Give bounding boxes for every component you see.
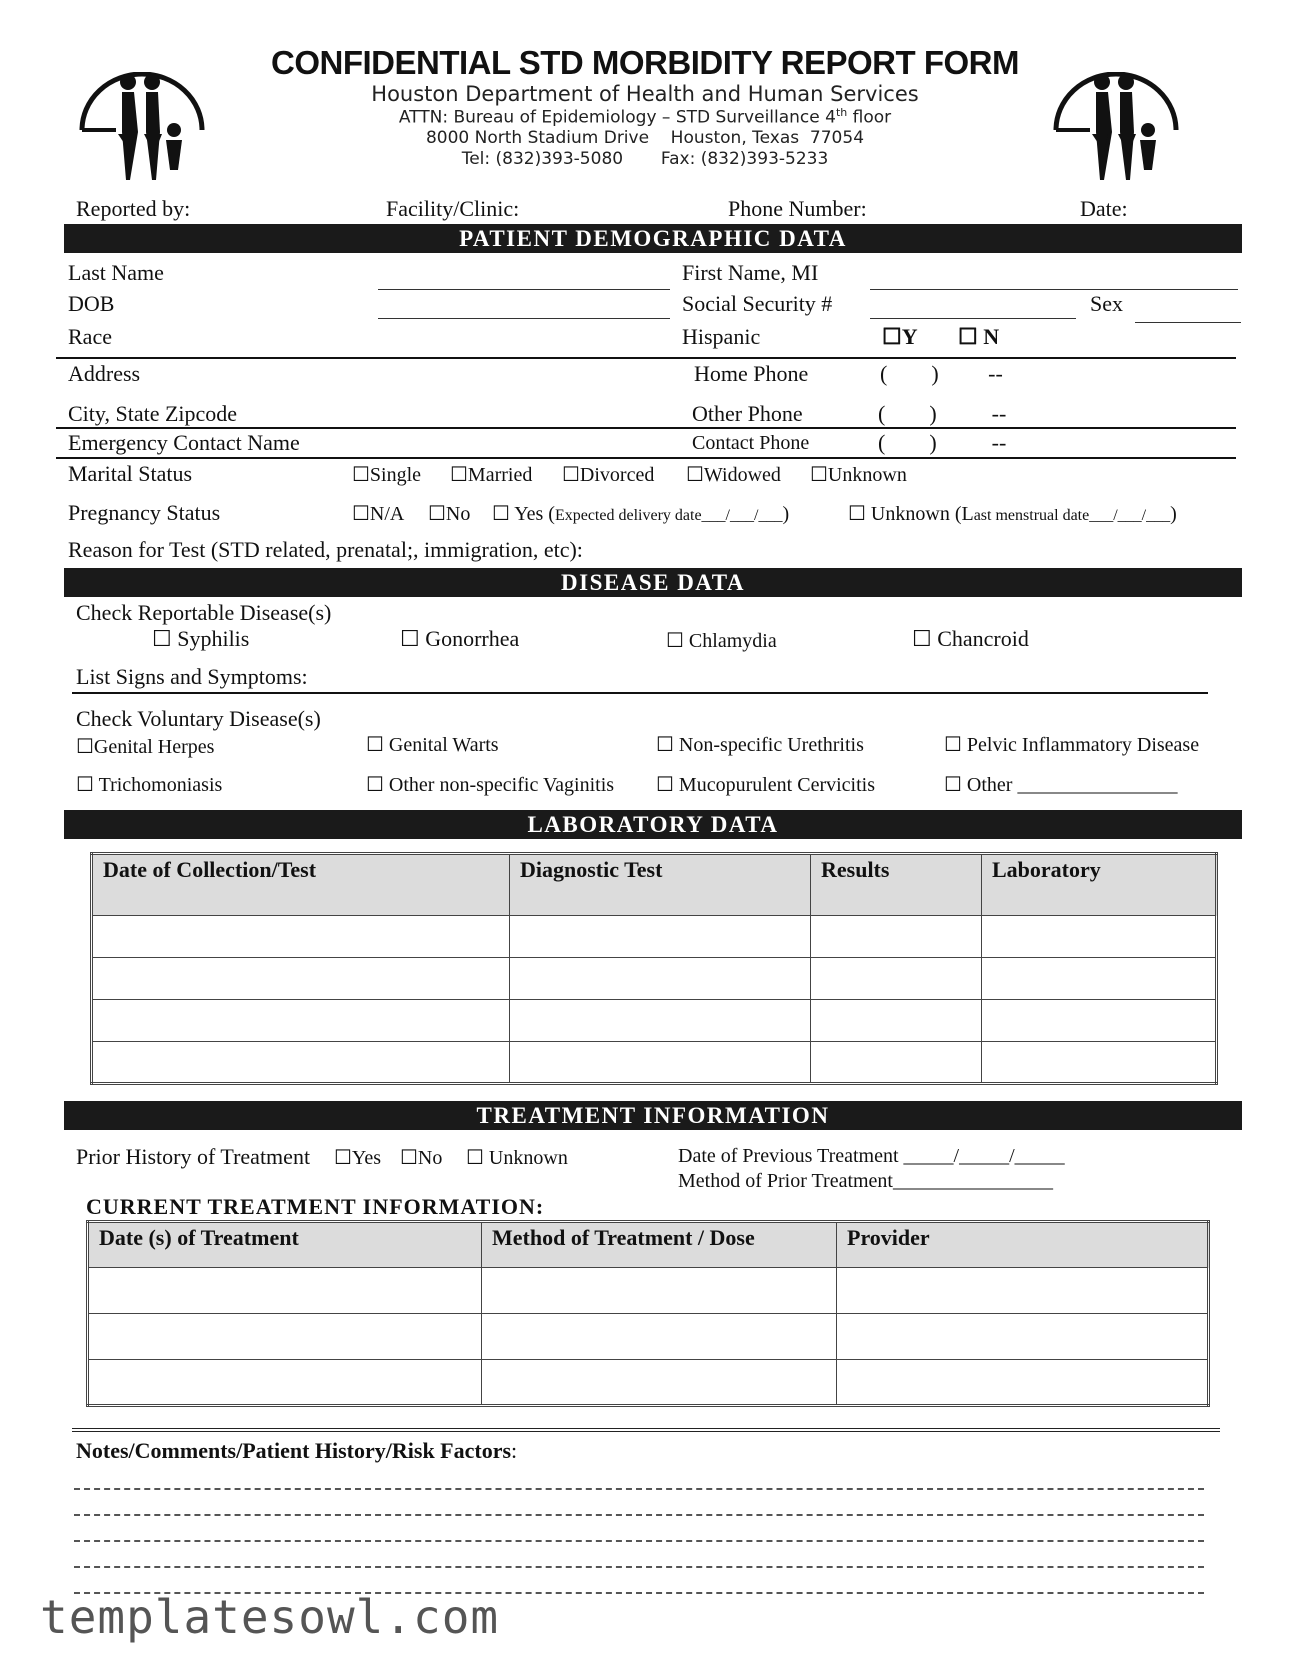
- table-cell[interactable]: [811, 916, 982, 958]
- marital-widowed-checkbox[interactable]: ☐Widowed: [686, 464, 781, 486]
- pregnancy-status-label: Pregnancy Status: [68, 500, 221, 525]
- table-cell[interactable]: [811, 1042, 982, 1084]
- department-logo-right: [1052, 72, 1182, 184]
- notes-line[interactable]: [74, 1488, 1204, 1490]
- column-header: Diagnostic Test: [510, 854, 811, 916]
- table-cell[interactable]: [92, 958, 510, 1000]
- facility-label: Facility/Clinic:: [386, 196, 520, 221]
- attn-line: ATTN: Bureau of Epidemiology – STD Surveillance 4th floor: [398, 106, 892, 128]
- pregnancy-unknown-checkbox[interactable]: ☐ Unknown (Last menstrual date___/___/___): [848, 503, 1177, 525]
- last-name-field[interactable]: [378, 289, 670, 290]
- table-cell[interactable]: [88, 1360, 482, 1406]
- first-name-field[interactable]: [870, 289, 1238, 290]
- prior-treatment-method-field[interactable]: Method of Prior Treatment________________: [678, 1170, 1053, 1192]
- hispanic-yes-checkbox[interactable]: ☐Y: [882, 324, 918, 349]
- contact-numbers: Tel: (832)393-5080 Fax: (832)393-5233: [461, 149, 829, 169]
- watermark: templatesowl.com: [40, 1590, 500, 1644]
- notes-line[interactable]: [74, 1540, 1204, 1542]
- section-header-demographic: PATIENT DEMOGRAPHIC DATA: [64, 224, 1242, 253]
- sex-label: Sex: [1090, 291, 1123, 316]
- marital-status-label: Marital Status: [68, 461, 193, 486]
- hispanic-no-checkbox[interactable]: ☐ N: [958, 324, 1000, 349]
- table-cell[interactable]: [482, 1360, 837, 1406]
- table-cell[interactable]: [510, 1000, 811, 1042]
- table-cell[interactable]: [92, 1042, 510, 1084]
- marital-divorced-checkbox[interactable]: ☐Divorced: [562, 464, 655, 486]
- reportable-disease-label: Check Reportable Disease(s): [76, 600, 332, 625]
- table-row: [88, 1360, 1209, 1406]
- home-phone-label: Home Phone: [694, 361, 809, 386]
- home-phone-field[interactable]: ( ) --: [880, 361, 1003, 386]
- marital-unknown-checkbox[interactable]: ☐Unknown: [810, 464, 907, 486]
- dob-field[interactable]: [378, 318, 670, 319]
- table-cell[interactable]: [811, 958, 982, 1000]
- emergency-contact-label: Emergency Contact Name: [68, 430, 300, 455]
- table-cell[interactable]: [482, 1314, 837, 1360]
- previous-treatment-date-field[interactable]: Date of Previous Treatment _____/_____/_____: [678, 1145, 1065, 1167]
- pregnancy-yes-checkbox[interactable]: ☐ Yes (Expected delivery date___/___/___): [492, 503, 790, 525]
- genital-warts-checkbox[interactable]: ☐ Genital Warts: [366, 734, 499, 756]
- other-phone-label: Other Phone: [692, 401, 803, 426]
- prior-treatment-no-checkbox[interactable]: ☐No: [400, 1147, 443, 1169]
- section-header-laboratory: LABORATORY DATA: [64, 810, 1242, 839]
- table-cell[interactable]: [510, 916, 811, 958]
- table-cell[interactable]: [837, 1360, 1209, 1406]
- trichomoniasis-checkbox[interactable]: ☐ Trichomoniasis: [76, 774, 223, 796]
- treatment-table: [86, 1220, 1210, 1407]
- column-header: Provider: [837, 1222, 1209, 1268]
- address-label: Address: [68, 361, 141, 386]
- table-cell[interactable]: [837, 1268, 1209, 1314]
- prior-treatment-label: Prior History of Treatment: [76, 1144, 311, 1169]
- laboratory-table: [90, 852, 1218, 1085]
- department-logo-left: [78, 72, 208, 184]
- table-row: [92, 916, 1217, 958]
- hispanic-label: Hispanic: [682, 324, 761, 349]
- notes-divider: [72, 1428, 1220, 1432]
- notes-label: Notes/Comments/Patient History/Risk Factors:: [76, 1438, 518, 1463]
- contact-phone-field[interactable]: ( ) --: [878, 430, 1007, 455]
- table-cell[interactable]: [510, 1042, 811, 1084]
- table-row: [88, 1268, 1209, 1314]
- marital-single-checkbox[interactable]: ☐Single: [352, 464, 422, 486]
- prior-treatment-yes-checkbox[interactable]: ☐Yes: [334, 1147, 382, 1169]
- ssn-label: Social Security #: [682, 291, 833, 316]
- marital-married-checkbox[interactable]: ☐Married: [450, 464, 533, 486]
- street-address: 8000 North Stadium Drive Houston, Texas 77054: [425, 128, 865, 148]
- race-label: Race: [68, 324, 112, 349]
- cervicitis-checkbox[interactable]: ☐ Mucopurulent Cervicitis: [656, 774, 876, 796]
- reported-by-label: Reported by:: [76, 196, 191, 221]
- notes-line[interactable]: [74, 1514, 1204, 1516]
- table-cell[interactable]: [982, 1000, 1217, 1042]
- gonorrhea-checkbox[interactable]: ☐ Gonorrhea: [400, 626, 520, 651]
- table-cell[interactable]: [510, 958, 811, 1000]
- signs-symptoms-field[interactable]: [72, 692, 1208, 694]
- notes-line[interactable]: [74, 1566, 1204, 1568]
- table-cell[interactable]: [982, 916, 1217, 958]
- divider: [56, 427, 1236, 429]
- first-name-label: First Name, MI: [682, 260, 819, 285]
- syphilis-checkbox[interactable]: ☐ Syphilis: [152, 626, 250, 651]
- voluntary-disease-label: Check Voluntary Disease(s): [76, 706, 321, 731]
- table-row: [88, 1314, 1209, 1360]
- other-disease-checkbox[interactable]: ☐ Other ________________: [944, 774, 1178, 796]
- table-row: [92, 1042, 1217, 1084]
- column-header: Date of Collection/Test: [92, 854, 510, 916]
- column-header: Date (s) of Treatment: [88, 1222, 482, 1268]
- prior-treatment-unknown-checkbox[interactable]: ☐ Unknown: [466, 1147, 568, 1169]
- table-cell[interactable]: [92, 1000, 510, 1042]
- other-phone-field[interactable]: ( ) --: [878, 401, 1007, 426]
- column-header: Laboratory: [982, 854, 1217, 916]
- table-cell[interactable]: [982, 958, 1217, 1000]
- table-row: [92, 1000, 1217, 1042]
- table-cell[interactable]: [482, 1268, 837, 1314]
- date-label: Date:: [1080, 196, 1128, 221]
- ssn-field[interactable]: [870, 318, 1076, 319]
- table-header-row: [92, 854, 1217, 916]
- dob-label: DOB: [68, 291, 115, 316]
- sex-field[interactable]: [1135, 322, 1241, 323]
- section-header-disease: DISEASE DATA: [64, 568, 1242, 597]
- pregnancy-no-checkbox[interactable]: ☐No: [428, 503, 471, 525]
- column-header: Method of Treatment / Dose: [482, 1222, 837, 1268]
- chancroid-checkbox[interactable]: ☐ Chancroid: [912, 626, 1029, 651]
- table-header-row: [88, 1222, 1209, 1268]
- reason-for-test-label: Reason for Test (STD related, prenatal;, immigration, etc):: [68, 537, 583, 562]
- department-name: Houston Department of Health and Human Services: [371, 82, 919, 106]
- table-cell[interactable]: [811, 1000, 982, 1042]
- pregnancy-na-checkbox[interactable]: ☐N/A: [352, 503, 405, 525]
- divider: [56, 457, 1236, 459]
- table-row: [92, 958, 1217, 1000]
- section-header-treatment: TREATMENT INFORMATION: [64, 1101, 1242, 1130]
- genital-herpes-checkbox[interactable]: ☐Genital Herpes: [76, 736, 215, 758]
- form-title: CONFIDENTIAL STD MORBIDITY REPORT FORM: [271, 44, 1019, 81]
- table-cell[interactable]: [88, 1268, 482, 1314]
- vaginitis-checkbox[interactable]: ☐ Other non-specific Vaginitis: [366, 774, 615, 796]
- city-state-zip-label: City, State Zipcode: [68, 401, 238, 426]
- current-treatment-heading: CURRENT TREATMENT INFORMATION:: [86, 1194, 545, 1219]
- signs-symptoms-label: List Signs and Symptoms:: [76, 664, 308, 689]
- last-name-label: Last Name: [68, 260, 164, 285]
- table-cell[interactable]: [982, 1042, 1217, 1084]
- phone-number-label: Phone Number:: [728, 196, 867, 221]
- divider: [56, 357, 1236, 359]
- table-cell[interactable]: [92, 916, 510, 958]
- contact-phone-label: Contact Phone: [692, 432, 810, 454]
- nonspecific-urethritis-checkbox[interactable]: ☐ Non-specific Urethritis: [656, 734, 864, 756]
- chlamydia-checkbox[interactable]: ☐ Chlamydia: [666, 630, 777, 652]
- table-cell[interactable]: [837, 1314, 1209, 1360]
- table-cell[interactable]: [88, 1314, 482, 1360]
- pid-checkbox[interactable]: ☐ Pelvic Inflammatory Disease: [944, 734, 1200, 756]
- column-header: Results: [811, 854, 982, 916]
